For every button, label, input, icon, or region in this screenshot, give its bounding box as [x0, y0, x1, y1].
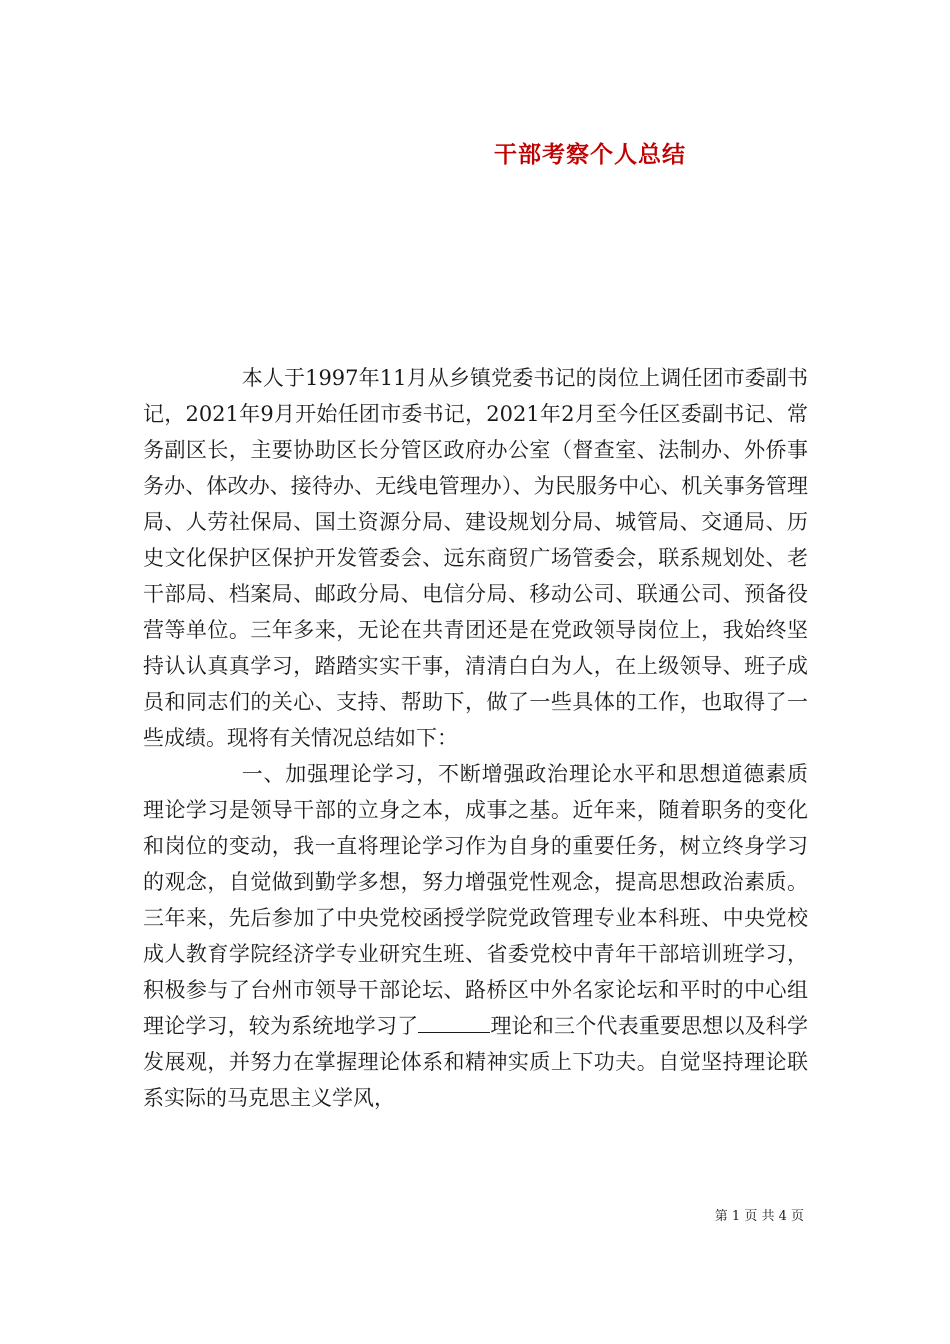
fill-in-blank [418, 1014, 490, 1033]
document-title: 干部考察个人总结 [494, 141, 686, 168]
page-number-footer: 第 1 页 共 4 页 [714, 1209, 804, 1224]
section-one-paragraph [143, 756, 808, 1116]
section-one-text-after-blank: 理论和三个代表重要思想以及科学发展观，并努力在掌握理论体系和精神实质上下功夫。自觉坚持理论联系实际的马克思主义学风， [143, 1014, 809, 1110]
intro-paragraph: 本人于1997年11月从乡镇党委书记的岗位上调任团市委副书记，2021年9月开始任团市委书记，2021年2月至今任区委副书记、常务副区长，主要协助区长分管区政府办公室（督查室、法制办、外侨事务办、体改办、接待办、无线电管理办）、为民服务中心、机关事务管理局、人劳社保局、国土资源分局、建设规划分局、城管局、交通局、历史文化保护区保护开发管委会、远东商贸广场管委会，联系规划处、老干部局、档案局、邮政分局、电信分局、移动公司、联通公司、预备役营等单位。三年多来，无论在共青团还是在党政领导岗位上，我始终坚持认认真真学习，踏踏实实干事，清清白白为人，在上级领导、班子成员和同志们的关心、支持、帮助下，做了一些具体的工作，也取得了一些成绩。现将有关情况总结如下： [143, 366, 808, 750]
document-body [143, 360, 808, 1116]
section-one-text-before-blank: 一、加强理论学习，不断增强政治理论水平和思想道德素质理论学习是领导干部的立身之本，成事之基。近年来，随着职务的变化和岗位的变动，我一直将理论学习作为自身的重要任务，树立终身学习的观念，自觉做到勤学多想，努力增强党性观念，提高思想政治素质。三年来，先后参加了中央党校函授学院党政管理专业本科班、中央党校成人教育学院经济学专业研究生班、省委党校中青年干部培训班学习，积极参与了台州市领导干部论坛、路桥区中外名家论坛和平时的中心组理论学习，较为系统地学习了 [143, 762, 808, 1038]
